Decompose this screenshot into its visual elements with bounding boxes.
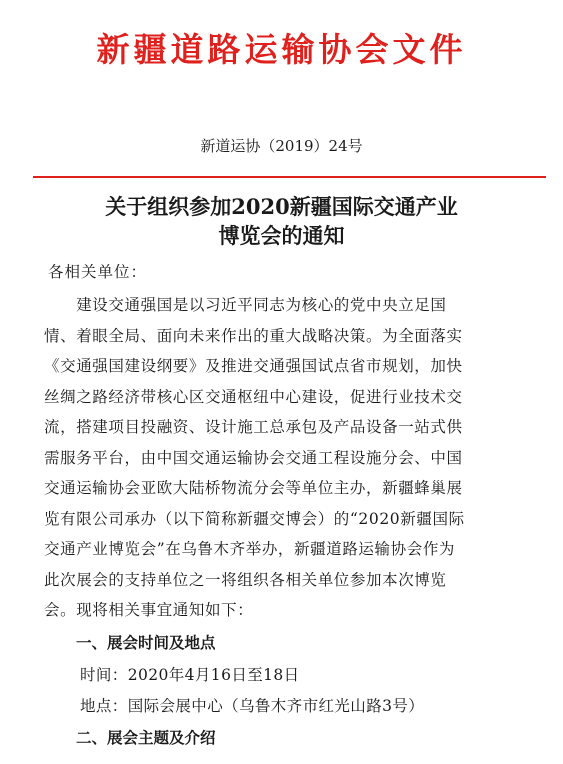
body-paragraph	[44, 290, 524, 626]
event-time-line: 时间：2020年4月16日至18日	[80, 666, 300, 684]
body-line: 流，搭建项目投融资、设计施工总承包及产品设备一站式供	[44, 418, 463, 436]
body-line: 览有限公司承办（以下简称新疆交博会）的“2020新疆国际	[44, 509, 465, 528]
notice-title	[0, 192, 563, 250]
body-line: 《交通强国建设纲要》及推进交通强国试点省市规划，加快	[44, 357, 463, 375]
organization-header-title: 新疆道路运输协会文件	[96, 30, 467, 69]
document-number: 新道运协（2019）24号	[200, 137, 363, 155]
section-heading-theme: 二、展会主题及介绍	[76, 728, 216, 747]
notice-title-line-2: 博览会的通知	[218, 223, 345, 248]
red-divider-line	[33, 176, 546, 178]
body-line: 此次展会的支持单位之一将组织各相关单位参加本次博览	[44, 570, 447, 589]
event-place-line: 地点：国际会展中心（乌鲁木齐市红光山路3号）	[80, 697, 425, 715]
body-line: 情、着眼全局、面向未来作出的重大战略决策。为全面落实	[44, 326, 463, 345]
body-line: 交通产业博览会”在乌鲁木齐举办，新疆道路运输协会作为	[44, 540, 456, 558]
body-line: 丝绸之路经济带核心区交通枢纽中心建设，促进行业技术交	[44, 387, 463, 406]
salutation: 各相关单位：	[48, 263, 148, 281]
body-line: 建设交通强国是以习近平同志为核心的党中央立足国	[44, 296, 447, 314]
notice-title-line-1: 关于组织参加2020新疆国际交通产业	[105, 194, 458, 219]
section-heading-time-place: 一、展会时间及地点	[76, 633, 216, 652]
body-line: 需服务平台，由中国交通运输协会交通工程设施分会、中国	[44, 448, 463, 467]
body-line: 会。现将相关事宜通知如下：	[44, 601, 254, 619]
body-line: 交通运输协会亚欧大陆桥物流分会等单位主办，新疆蜂巢展	[44, 479, 463, 497]
